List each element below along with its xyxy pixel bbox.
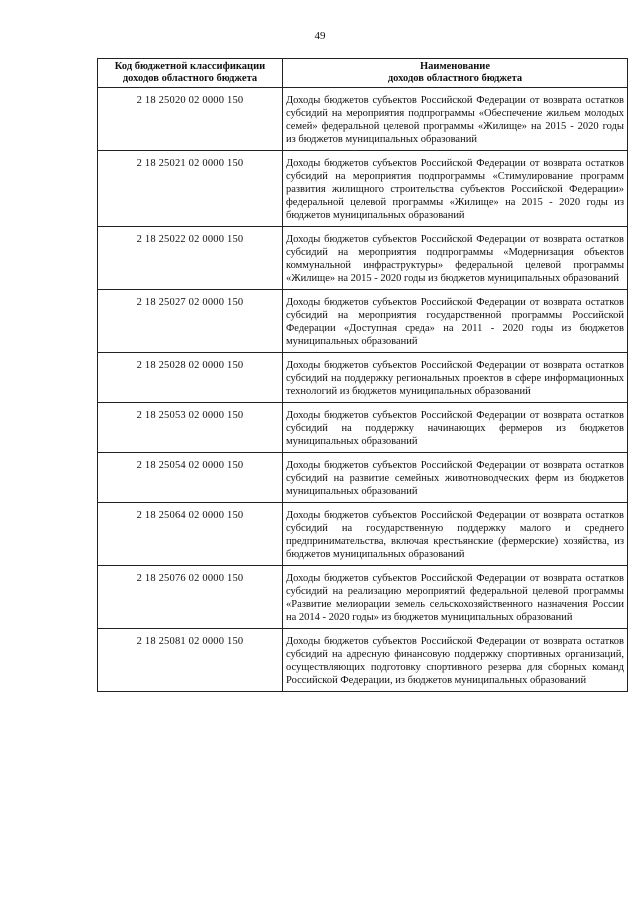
revenue-name: Доходы бюджетов субъектов Российской Федерации от возврата остатков субсидий на государственную поддержку малого и среднего предпринимательства, включая крестьянские (фермерские) хозяйства, из бюджетов муниципальных образований <box>283 503 628 566</box>
budget-classification-table <box>97 58 628 692</box>
code-column-header: Код бюджетной классификации доходов областного бюджета <box>98 59 283 88</box>
classification-code: 2 18 25076 02 0000 150 <box>98 566 283 629</box>
classification-code: 2 18 25053 02 0000 150 <box>98 403 283 453</box>
table-row <box>98 403 628 453</box>
table-row <box>98 290 628 353</box>
classification-code: 2 18 25028 02 0000 150 <box>98 353 283 403</box>
table-header-row <box>98 59 628 88</box>
revenue-name: Доходы бюджетов субъектов Российской Федерации от возврата остатков субсидий на поддержку региональных проектов в сфере информационных технологий из бюджетов муниципальных образований <box>283 353 628 403</box>
revenue-name: Доходы бюджетов субъектов Российской Федерации от возврата остатков субсидий на реализацию мероприятий федеральной целевой программы «Развитие мелиорации земель сельскохозяйственного назначения России на 2014 - 2020 годы» из бюджетов муниципальных образований <box>283 566 628 629</box>
revenue-name: Доходы бюджетов субъектов Российской Федерации от возврата остатков субсидий на адресную финансовую поддержку спортивных организаций, осуществляющих подготовку спортивного резерва для сборных команд Российской Федерации, из бюджетов муниципальных образований <box>283 629 628 692</box>
table-row <box>98 353 628 403</box>
table-row <box>98 227 628 290</box>
table-row <box>98 566 628 629</box>
table-row <box>98 88 628 151</box>
revenue-name: Доходы бюджетов субъектов Российской Федерации от возврата остатков субсидий на поддержку начинающих фермеров из бюджетов муниципальных образований <box>283 403 628 453</box>
revenue-name: Доходы бюджетов субъектов Российской Федерации от возврата остатков субсидий на мероприятия подпрограммы «Обеспечение жильем молодых семей» федеральной целевой программы «Жилище» на 2015 - 2020 годы из бюджетов муниципальных образований <box>283 88 628 151</box>
table-row <box>98 151 628 227</box>
classification-code: 2 18 25054 02 0000 150 <box>98 453 283 503</box>
name-header-line-2: доходов областного бюджета <box>387 73 523 84</box>
classification-code: 2 18 25064 02 0000 150 <box>98 503 283 566</box>
classification-code: 2 18 25022 02 0000 150 <box>98 227 283 290</box>
table-row <box>98 629 628 692</box>
classification-code: 2 18 25020 02 0000 150 <box>98 88 283 151</box>
revenue-name: Доходы бюджетов субъектов Российской Федерации от возврата остатков субсидий на мероприятия государственной программы Российской Федерации «Доступная среда» на 2011 - 2020 годы из бюджетов муниципальных образований <box>283 290 628 353</box>
revenue-name: Доходы бюджетов субъектов Российской Федерации от возврата остатков субсидий на мероприятия подпрограммы «Модернизация объектов коммунальной инфраструктуры» федеральной целевой программы «Жилище» на 2015 - 2020 годы из бюджетов муниципальных образований <box>283 227 628 290</box>
table-row <box>98 503 628 566</box>
revenue-name: Доходы бюджетов субъектов Российской Федерации от возврата остатков субсидий на развитие семейных животноводческих ферм из бюджетов муниципальных образований <box>283 453 628 503</box>
classification-code: 2 18 25081 02 0000 150 <box>98 629 283 692</box>
classification-code: 2 18 25021 02 0000 150 <box>98 151 283 227</box>
name-header-line-1: Наименование <box>420 61 490 72</box>
page-number: 49 <box>314 30 326 42</box>
classification-code: 2 18 25027 02 0000 150 <box>98 290 283 353</box>
revenue-name: Доходы бюджетов субъектов Российской Федерации от возврата остатков субсидий на мероприятия подпрограммы «Стимулирование программ развития жилищного строительства субъектов Российской Федерации» федеральной целевой программы «Жилище» на 2015 - 2020 годы из бюджетов муниципальных образований <box>283 151 628 227</box>
name-column-header <box>283 59 628 88</box>
table-row <box>98 453 628 503</box>
